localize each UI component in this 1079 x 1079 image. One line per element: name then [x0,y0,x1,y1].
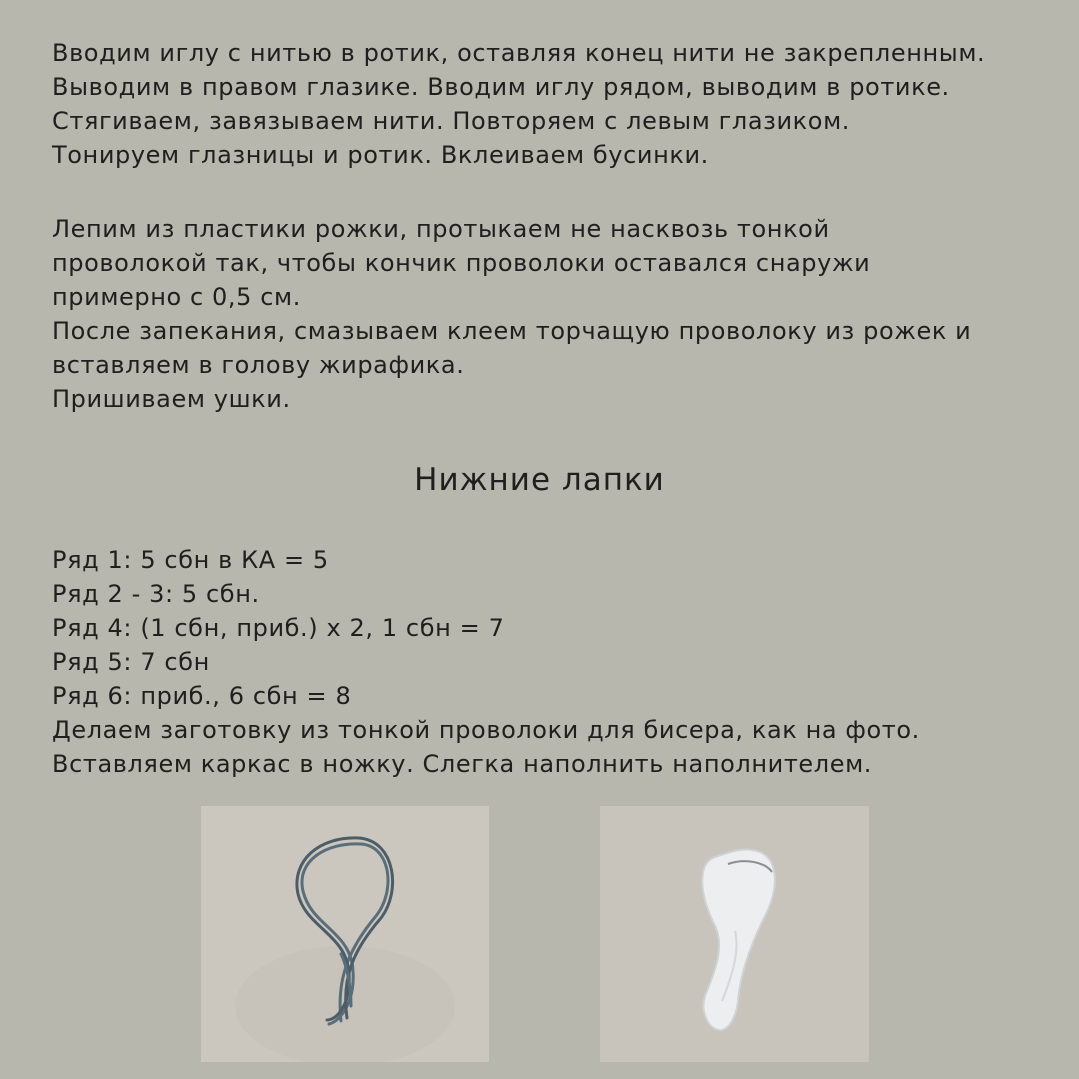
text-line: Ряд 1: 5 сбн в КА = 5 [52,546,329,574]
text-line: Стягиваем, завязываем нити. Повторяем с левым глазиком. [52,107,850,135]
text-line: После запекания, смазываем клеем торчащую проволоку из рожек и [52,317,972,345]
text-line: Выводим в правом глазике. Вводим иглу рядом, выводим в ротике. [52,73,950,101]
text-line: Ряд 6: приб., 6 сбн = 8 [52,682,352,710]
wrapped-leg-photo [600,806,869,1062]
wire-loop-illustration [201,806,489,1062]
text-line: Ряд 2 - 3: 5 сбн. [52,580,260,608]
text-line: Делаем заготовку из тонкой проволоки для бисера, как на фото. [52,716,920,744]
section-heading: Нижние лапки [414,462,665,498]
text-line: проволокой так, чтобы кончик проволоки оставался снаружи [52,249,871,277]
instructions-paragraph-legs [52,543,1042,781]
text-line: Вводим иглу с нитью в ротик, оставляя конец нити не закрепленным. [52,39,986,67]
text-line: Ряд 5: 7 сбн [52,648,210,676]
text-line: Тонируем глазницы и ротик. Вклеиваем бусинки. [52,141,709,169]
text-line: Ряд 4: (1 сбн, приб.) х 2, 1 сбн = 7 [52,614,505,642]
text-line: вставляем в голову жирафика. [52,351,465,379]
wrapped-wire-illustration [600,806,869,1062]
wire-frame-photo [201,806,489,1062]
text-line: Пришиваем ушки. [52,385,291,413]
instructions-paragraph-eyes [52,36,1042,172]
text-line: примерно с 0,5 см. [52,283,301,311]
text-line: Вставляем каркас в ножку. Слегка наполнить наполнителем. [52,750,873,778]
instructions-paragraph-horns [52,212,1042,416]
text-line: Лепим из пластики рожки, протыкаем не насквозь тонкой [52,215,830,243]
